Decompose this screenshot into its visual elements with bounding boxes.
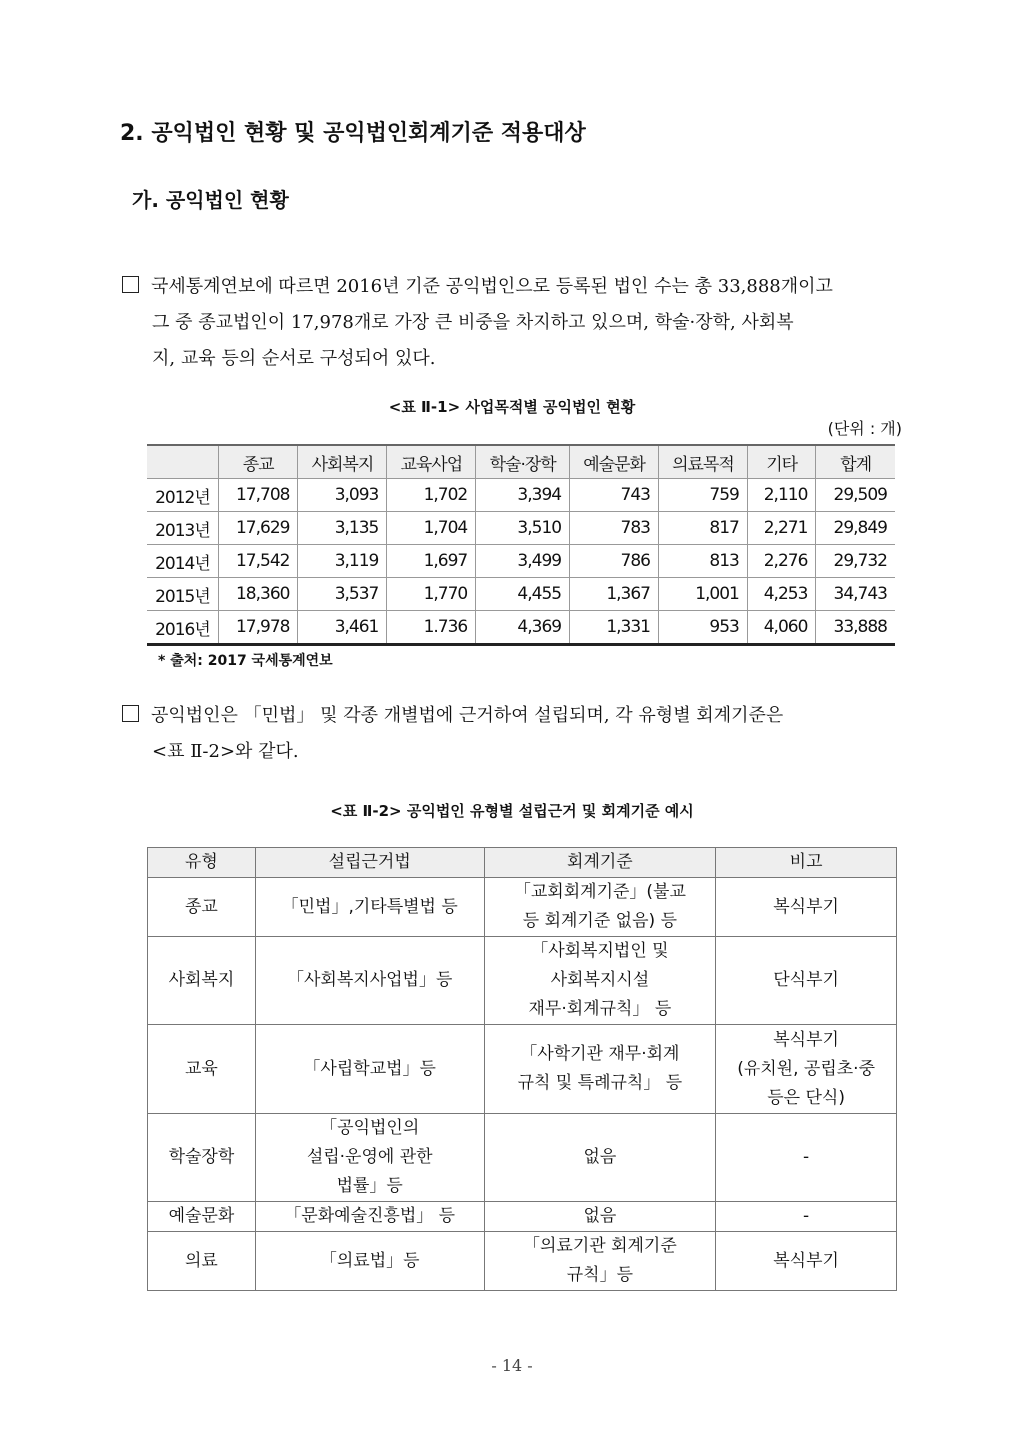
table-cell: 「사회복지사업법」등: [255, 937, 484, 1025]
table-cell: 2,276: [747, 545, 816, 578]
table-cell: 「의료법」등: [255, 1232, 484, 1291]
table-cell: 17,629: [218, 512, 298, 545]
column-header: 학술·장학: [476, 445, 570, 479]
table-row: [147, 512, 895, 545]
column-header: 합계: [816, 445, 895, 479]
column-header: 유형: [148, 848, 256, 878]
table-cell: 3,510: [476, 512, 570, 545]
table-row: [147, 545, 895, 578]
para1-line2: 그 중 종교법인이 17,978개로 가장 큰 비중을 차지하고 있으며, 학술·장학, 사회복: [152, 312, 794, 333]
table-cell: -: [716, 1114, 897, 1202]
checkbox-bullet-icon: [122, 276, 139, 293]
table-cell: 복식부기: [716, 1232, 897, 1291]
table1: [147, 444, 895, 646]
table-cell: 예술문화: [148, 1202, 256, 1232]
table-cell: 2015년: [147, 578, 218, 611]
table-cell: 1,331: [570, 611, 659, 645]
table-cell: 3,461: [298, 611, 387, 645]
para1-line3: 지, 교육 등의 순서로 구성되어 있다.: [152, 348, 436, 369]
table1-unit: (단위 : 개): [827, 419, 902, 438]
table-cell: -: [716, 1202, 897, 1232]
table-row: [147, 578, 895, 611]
table-cell: 3,093: [298, 479, 387, 512]
column-header: 예술문화: [570, 445, 659, 479]
table-cell: 4,253: [747, 578, 816, 611]
table-cell: 953: [658, 611, 747, 645]
column-header: 회계기준: [484, 848, 716, 878]
para2-line2: <표 Ⅱ-2>와 같다.: [152, 741, 299, 762]
table-cell: 「사회복지법인 및 사회복지시설 재무·회계규칙」 등: [484, 937, 716, 1025]
table-cell: 단식부기: [716, 937, 897, 1025]
table-row: [148, 1114, 897, 1202]
table-row: [148, 878, 897, 937]
table-cell: 1,001: [658, 578, 747, 611]
table-cell: 29,849: [816, 512, 895, 545]
table-cell: 4,455: [476, 578, 570, 611]
table-cell: 1,770: [387, 578, 476, 611]
subsection-title: 가. 공익법인 현황: [132, 188, 289, 212]
table2-caption: <표 Ⅱ-2> 공익법인 유형별 설립근거 및 회계기준 예시: [330, 802, 694, 820]
table-cell: 1,702: [387, 479, 476, 512]
checkbox-bullet-icon: [122, 705, 139, 722]
page-number: - 14 -: [491, 1356, 533, 1375]
table-cell: 4,369: [476, 611, 570, 645]
table-cell: 「공익법인의 설립·운영에 관한 법률」등: [255, 1114, 484, 1202]
table-cell: 학술장학: [148, 1114, 256, 1202]
table-cell: 복식부기: [716, 878, 897, 937]
table-cell: 의료: [148, 1232, 256, 1291]
column-header: 비고: [716, 848, 897, 878]
table-cell: 복식부기 (유치원, 공립초·중 등은 단식): [716, 1025, 897, 1114]
table-cell: 18,360: [218, 578, 298, 611]
paragraph-1: [122, 269, 904, 377]
table2: [147, 847, 897, 1291]
table-cell: 「문화예술진흥법」 등: [255, 1202, 484, 1232]
para1-line1: 국세통계연보에 따르면 2016년 기준 공익법인으로 등록된 법인 수는 총 33,888개이고: [151, 276, 833, 297]
table-row: [148, 1025, 897, 1114]
table-row: [148, 937, 897, 1025]
column-header: 교육사업: [387, 445, 476, 479]
table-cell: 「교회회계기준」(불교 등 회계기준 없음) 등: [484, 878, 716, 937]
table-cell: 2013년: [147, 512, 218, 545]
table1-source: * 출처: 2017 국세통계연보: [158, 653, 333, 669]
table1-caption: <표 Ⅱ-1> 사업목적별 공익법인 현황: [388, 398, 636, 416]
table-row: [148, 1202, 897, 1232]
column-header: 기타: [747, 445, 816, 479]
table-cell: 3,499: [476, 545, 570, 578]
table-cell: 29,732: [816, 545, 895, 578]
section-title: 2. 공익법인 현황 및 공익법인회계기준 적용대상: [120, 121, 586, 146]
table-cell: 813: [658, 545, 747, 578]
table-cell: 786: [570, 545, 659, 578]
para2-line1: 공익법인은 「민법」 및 각종 개별법에 근거하여 설립되며, 각 유형별 회계기준은: [151, 705, 784, 726]
column-header: 사회복지: [298, 445, 387, 479]
table-cell: 2012년: [147, 479, 218, 512]
table-cell: 33,888: [816, 611, 895, 645]
table-cell: 종교: [148, 878, 256, 937]
table-cell: 1,704: [387, 512, 476, 545]
table-cell: 29,509: [816, 479, 895, 512]
table-cell: 2,110: [747, 479, 816, 512]
table-cell: 817: [658, 512, 747, 545]
table-cell: 3,119: [298, 545, 387, 578]
table-row: [148, 1232, 897, 1291]
table-cell: 3,537: [298, 578, 387, 611]
table-cell: 1,697: [387, 545, 476, 578]
table-cell: 「사립학교법」등: [255, 1025, 484, 1114]
table-cell: 17,542: [218, 545, 298, 578]
table-cell: 2,271: [747, 512, 816, 545]
table-cell: 사회복지: [148, 937, 256, 1025]
table-cell: 2014년: [147, 545, 218, 578]
table-cell: 1.736: [387, 611, 476, 645]
paragraph-2: [122, 698, 904, 770]
table-cell: 없음: [484, 1114, 716, 1202]
table-row: [147, 479, 895, 512]
table-cell: 743: [570, 479, 659, 512]
column-header: 종교: [218, 445, 298, 479]
column-header: 의료목적: [658, 445, 747, 479]
table-cell: 4,060: [747, 611, 816, 645]
table-cell: 3,135: [298, 512, 387, 545]
column-header: 설립근거법: [255, 848, 484, 878]
table-cell: 17,708: [218, 479, 298, 512]
column-header: [147, 445, 218, 479]
table-cell: 34,743: [816, 578, 895, 611]
table-cell: 17,978: [218, 611, 298, 645]
table-cell: 「의료기관 회계기준 규칙」등: [484, 1232, 716, 1291]
table-cell: 1,367: [570, 578, 659, 611]
table-cell: 2016년: [147, 611, 218, 645]
table-cell: 교육: [148, 1025, 256, 1114]
table-row: [147, 611, 895, 645]
table-cell: 783: [570, 512, 659, 545]
table-cell: 759: [658, 479, 747, 512]
table-cell: 「사학기관 재무·회계 규칙 및 특례규칙」 등: [484, 1025, 716, 1114]
table-cell: 「민법」,기타특별법 등: [255, 878, 484, 937]
table-cell: 3,394: [476, 479, 570, 512]
table-cell: 없음: [484, 1202, 716, 1232]
